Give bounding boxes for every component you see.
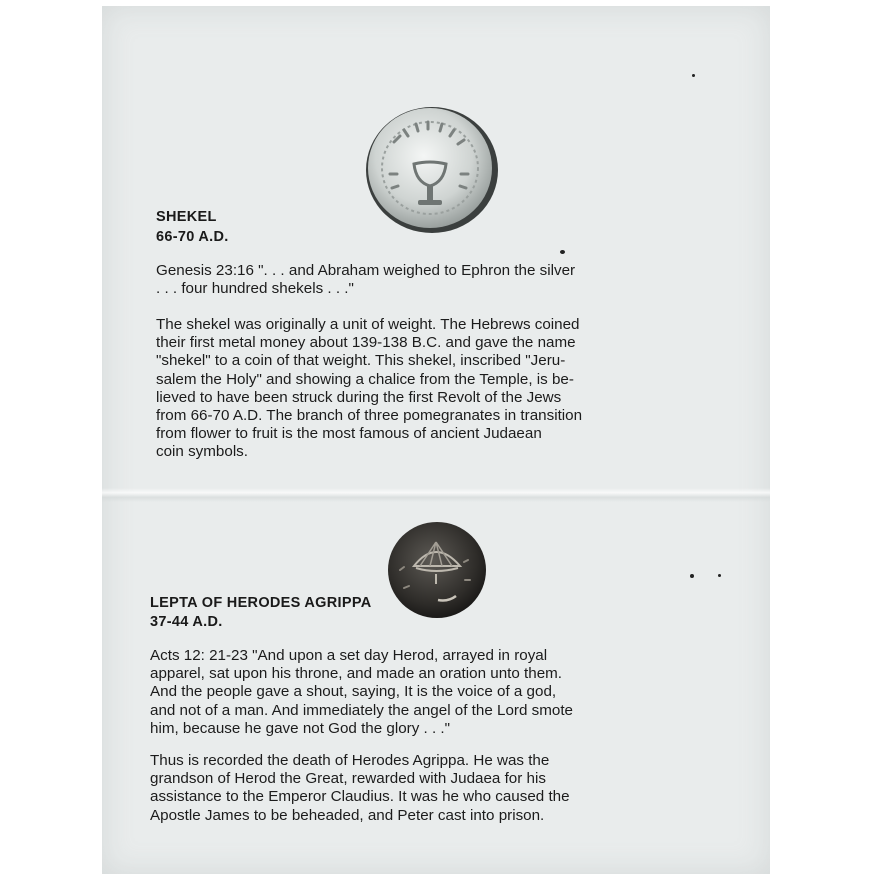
text-line: from 66-70 A.D. The branch of three pomegranates in transition <box>156 407 583 425</box>
text-line: their first metal money about 139-138 B.C. and gave the name <box>156 334 576 352</box>
text-line: Genesis 23:16 ". . . and Abraham weighed to Ephron the silver <box>156 262 576 279</box>
text-line: apparel, sat upon his throne, and made an oration unto them. <box>150 665 563 683</box>
text-line: salem the Holy" and showing a chalice from the Temple, is be- <box>156 370 574 388</box>
text-line: assistance to the Emperor Claudius. It was he who caused the <box>150 788 570 806</box>
ink-speck <box>560 250 565 254</box>
text-line: And the people gave a shout, saying, It is the voice of a god, <box>150 683 557 701</box>
shekel-quote <box>156 262 722 298</box>
text-line: Apostle James to be beheaded, and Peter cast into prison. <box>150 806 545 824</box>
text-line: grandson of Herod the Great, rewarded with Judaea for his <box>150 770 546 788</box>
shekel-coin-image <box>364 102 500 238</box>
lepta-dates: 37-44 A.D. <box>150 614 223 630</box>
ink-speck <box>718 574 721 577</box>
ink-speck <box>690 574 694 578</box>
paper-fold <box>102 488 770 502</box>
lepta-description <box>150 752 712 825</box>
text-line: from flower to fruit is the most famous of ancient Judaean <box>156 425 542 443</box>
text-line: . . . four hundred shekels . . ." <box>156 280 354 298</box>
lepta-quote <box>150 647 712 738</box>
text-line: and not of a man. And immediately the angel of the Lord smote <box>150 701 573 719</box>
text-line: him, because he gave not God the glory . . ." <box>150 719 451 737</box>
text-line: coin symbols. <box>156 443 249 461</box>
shekel-dates: 66-70 A.D. <box>156 229 229 245</box>
text-line: "shekel" to a coin of that weight. This shekel, inscribed "Jeru- <box>156 352 566 370</box>
shekel-description <box>156 316 722 462</box>
lepta-coin-image <box>386 520 488 620</box>
lepta-title: LEPTA OF HERODES AGRIPPA <box>150 595 372 611</box>
text-line: lieved to have been struck during the first Revolt of the Jews <box>156 388 562 406</box>
text-line: Acts 12: 21-23 "And upon a set day Herod, arrayed in royal <box>150 647 548 664</box>
text-line: Thus is recorded the death of Herodes Agrippa. He was the <box>150 752 550 769</box>
ink-speck <box>692 74 695 77</box>
shekel-title: SHEKEL <box>156 209 217 225</box>
text-line: The shekel was originally a unit of weight. The Hebrews coined <box>156 316 580 333</box>
